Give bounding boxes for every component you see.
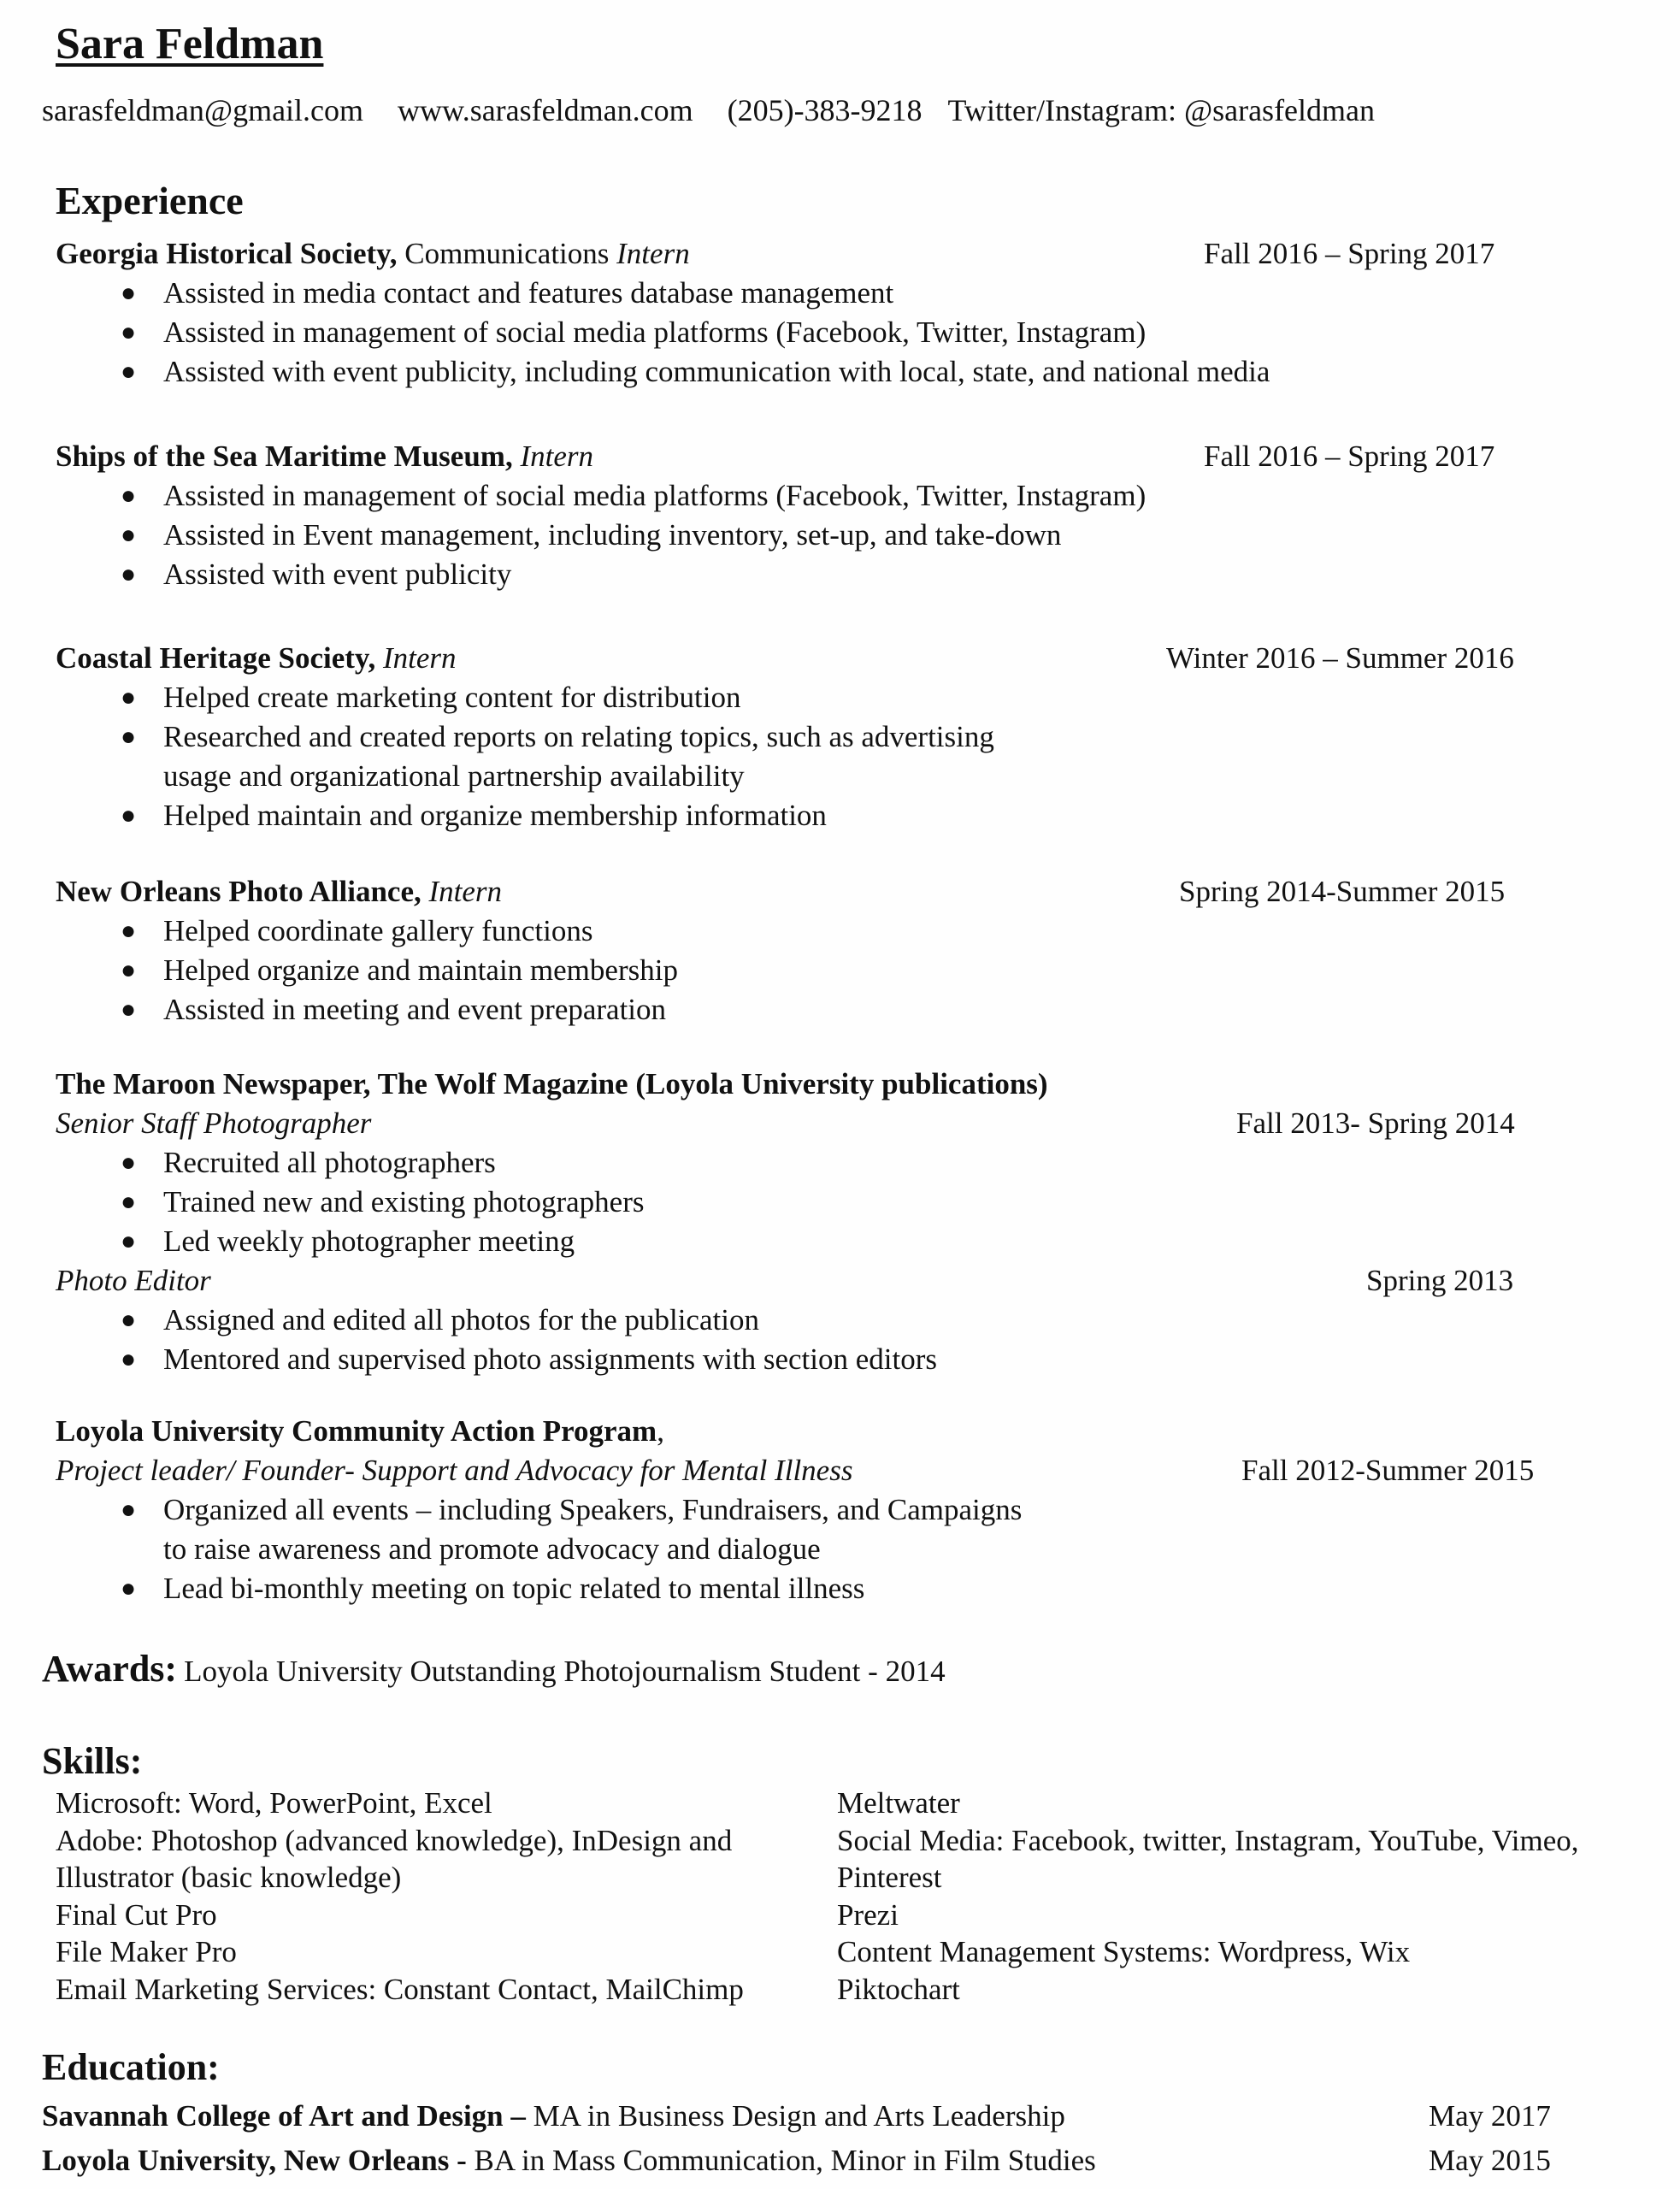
- education-date: May 2017: [1429, 2099, 1551, 2133]
- awards-heading: Awards:: [42, 1648, 178, 1690]
- bullet-icon: ●: [121, 521, 137, 549]
- skill-item: Social Media: Facebook, twitter, Instagram, YouTube, Vimeo,: [837, 1823, 1579, 1857]
- job-role: Intern: [616, 237, 690, 270]
- bullet-icon: ●: [121, 956, 137, 984]
- bullet-item: ● Helped create marketing content for distribution: [56, 678, 1637, 717]
- job-org: Ships of the Sea Maritime Museum,: [56, 440, 513, 473]
- awards-section: [42, 1647, 946, 1690]
- job-date: Fall 2016 – Spring 2017: [1204, 440, 1495, 473]
- skill-item: Meltwater: [837, 1786, 960, 1820]
- bullet-item: ● Organized all events – including Speakers, Fundraisers, and Campaigns to raise awareness and promote advocacy and dialogue: [56, 1490, 1637, 1569]
- bullet-item: ● Assisted with event publicity, including communication with local, state, and national media: [56, 352, 1637, 392]
- education-row: [42, 2097, 1649, 2136]
- bullet-item: ● Helped maintain and organize membership information: [56, 796, 1637, 835]
- job-role-prefix: Communications: [397, 237, 617, 270]
- bullet-icon: ●: [121, 683, 137, 711]
- experience-heading: Experience: [56, 179, 244, 222]
- job-role: Intern: [520, 440, 593, 473]
- job-date: Spring 2013: [1366, 1264, 1514, 1297]
- skill-item: Microsoft: Word, PowerPoint, Excel: [56, 1786, 492, 1820]
- skill-item: Illustrator (basic knowledge): [56, 1861, 402, 1894]
- bullet-icon: ●: [121, 481, 137, 510]
- bullet-icon: ●: [121, 995, 137, 1024]
- skills-right-column: [837, 1785, 1579, 2008]
- bullet-icon: ●: [121, 1306, 137, 1334]
- bullet-icon: ●: [121, 318, 137, 346]
- bullet-icon: ●: [121, 801, 137, 829]
- bullet-item: ● Helped organize and maintain membership: [56, 951, 1637, 990]
- award-item: Loyola University Outstanding Photojournalism Student - 2014: [184, 1655, 946, 1688]
- contact-line: [42, 92, 1409, 128]
- skill-item: Email Marketing Services: Constant Contact, MailChimp: [56, 1972, 744, 2006]
- bullet-icon: ●: [121, 357, 137, 386]
- resume-name: Sara Feldman: [56, 20, 324, 68]
- phone-number: (205)-383-9218: [727, 93, 923, 127]
- education-row: [42, 2141, 1649, 2180]
- job-date: Winter 2016 – Summer 2016: [1166, 641, 1514, 675]
- skill-item: Pinterest: [837, 1861, 942, 1894]
- skill-item: Adobe: Photoshop (advanced knowledge), InDesign and: [56, 1823, 733, 1857]
- skill-item: File Maker Pro: [56, 1935, 237, 1968]
- job-role: Senior Staff Photographer: [56, 1106, 372, 1140]
- bullet-item: ● Recruited all photographers: [56, 1143, 1637, 1183]
- bullet-icon: ●: [121, 723, 137, 751]
- email-link[interactable]: sarasfeldman@gmail.com: [42, 93, 364, 127]
- bullet-item: ● Assisted in Event management, including inventory, set-up, and take-down: [56, 516, 1637, 555]
- job-coastal-heritage-society: [56, 639, 1637, 835]
- job-date: Fall 2016 – Spring 2017: [1204, 237, 1495, 270]
- education-heading: Education:: [42, 2046, 220, 2088]
- bullet-item: ● Assisted in meeting and event preparation: [56, 990, 1637, 1030]
- skill-item: Piktochart: [837, 1972, 960, 2006]
- skill-item: Content Management Systems: Wordpress, Wix: [837, 1935, 1411, 1968]
- bullet-icon: ●: [121, 1574, 137, 1602]
- bullet-icon: ●: [121, 1227, 137, 1255]
- job-new-orleans-photo-alliance: [56, 872, 1637, 1030]
- job-role: Intern: [428, 875, 503, 908]
- bullet-item: ● Led weekly photographer meeting: [56, 1222, 1637, 1261]
- bullet-icon: ●: [121, 1345, 137, 1373]
- job-org: Coastal Heritage Society,: [56, 641, 376, 675]
- bullet-icon: ●: [121, 1188, 137, 1216]
- bullet-item: ● Trained new and existing photographers: [56, 1183, 1637, 1222]
- bullet-item: ● Helped coordinate gallery functions: [56, 912, 1637, 951]
- job-date: Fall 2012-Summer 2015: [1241, 1454, 1535, 1487]
- skills-left-column: [56, 1785, 744, 2008]
- job-date: Spring 2014-Summer 2015: [1179, 875, 1506, 908]
- bullet-item: ● Lead bi-monthly meeting on topic related to mental illness: [56, 1569, 1637, 1608]
- school-name: Savannah College of Art and Design –: [42, 2099, 526, 2133]
- job-ships-of-the-sea: [56, 437, 1637, 594]
- job-maroon-newspaper: [56, 1065, 1637, 1379]
- degree: BA in Mass Communication, Minor in Film Studies: [466, 2144, 1096, 2177]
- skill-item: Final Cut Pro: [56, 1897, 217, 1932]
- job-org: New Orleans Photo Alliance,: [56, 875, 421, 908]
- bullet-item: ● Mentored and supervised photo assignments with section editors: [56, 1340, 1637, 1379]
- bullet-item: ● Assisted in management of social media platforms (Facebook, Twitter, Instagram): [56, 313, 1637, 352]
- bullet-icon: ●: [121, 1496, 137, 1524]
- job-role: Photo Editor: [56, 1264, 211, 1297]
- job-org: Georgia Historical Society,: [56, 237, 398, 270]
- skills-heading: Skills:: [42, 1740, 143, 1782]
- skill-item: Prezi: [837, 1897, 899, 1932]
- bullet-item: ● Assisted in management of social media platforms (Facebook, Twitter, Instagram): [56, 476, 1637, 516]
- job-org: The Maroon Newspaper, The Wolf Magazine (Loyola University publications): [56, 1067, 1048, 1100]
- job-role: Project leader/ Founder- Support and Advocacy for Mental Illness: [56, 1454, 853, 1487]
- social-handle: Twitter/Instagram: @sarasfeldman: [947, 93, 1376, 127]
- degree: MA in Business Design and Arts Leadership: [525, 2099, 1065, 2133]
- website-link[interactable]: www.sarasfeldman.com: [398, 93, 693, 127]
- school-name: Loyola University, New Orleans -: [42, 2144, 467, 2177]
- job-loyola-community-action: Loyola University Community Action Program, Project leader/ Founder- Support and Advocacy for Mental Illness Fall 2012-Summer 2015 ● Organized all events – including Speakers, Fundraisers, and Campaigns to raise awareness and promote advocacy and dialogue ● Lead bi-monthly meeting on topic related to mental illness: [56, 1412, 1637, 1608]
- bullet-icon: ●: [121, 1148, 137, 1177]
- bullet-icon: ●: [121, 917, 137, 945]
- bullet-item: ● Researched and created reports on relating topics, such as advertising usage and organizational partnership availability: [56, 717, 1637, 796]
- bullet-icon: ●: [121, 279, 137, 307]
- job-role: Intern: [382, 641, 457, 675]
- bullet-item: ● Assisted in media contact and features database management: [56, 274, 1637, 313]
- education-date: May 2015: [1429, 2144, 1551, 2177]
- job-org: Loyola University Community Action Program: [56, 1414, 657, 1448]
- bullet-icon: ●: [121, 560, 137, 588]
- job-georgia-historical-society: [56, 234, 1637, 392]
- bullet-item: ● Assigned and edited all photos for the publication: [56, 1301, 1637, 1340]
- job-date: Fall 2013- Spring 2014: [1236, 1106, 1515, 1140]
- bullet-item: ● Assisted with event publicity: [56, 555, 1637, 594]
